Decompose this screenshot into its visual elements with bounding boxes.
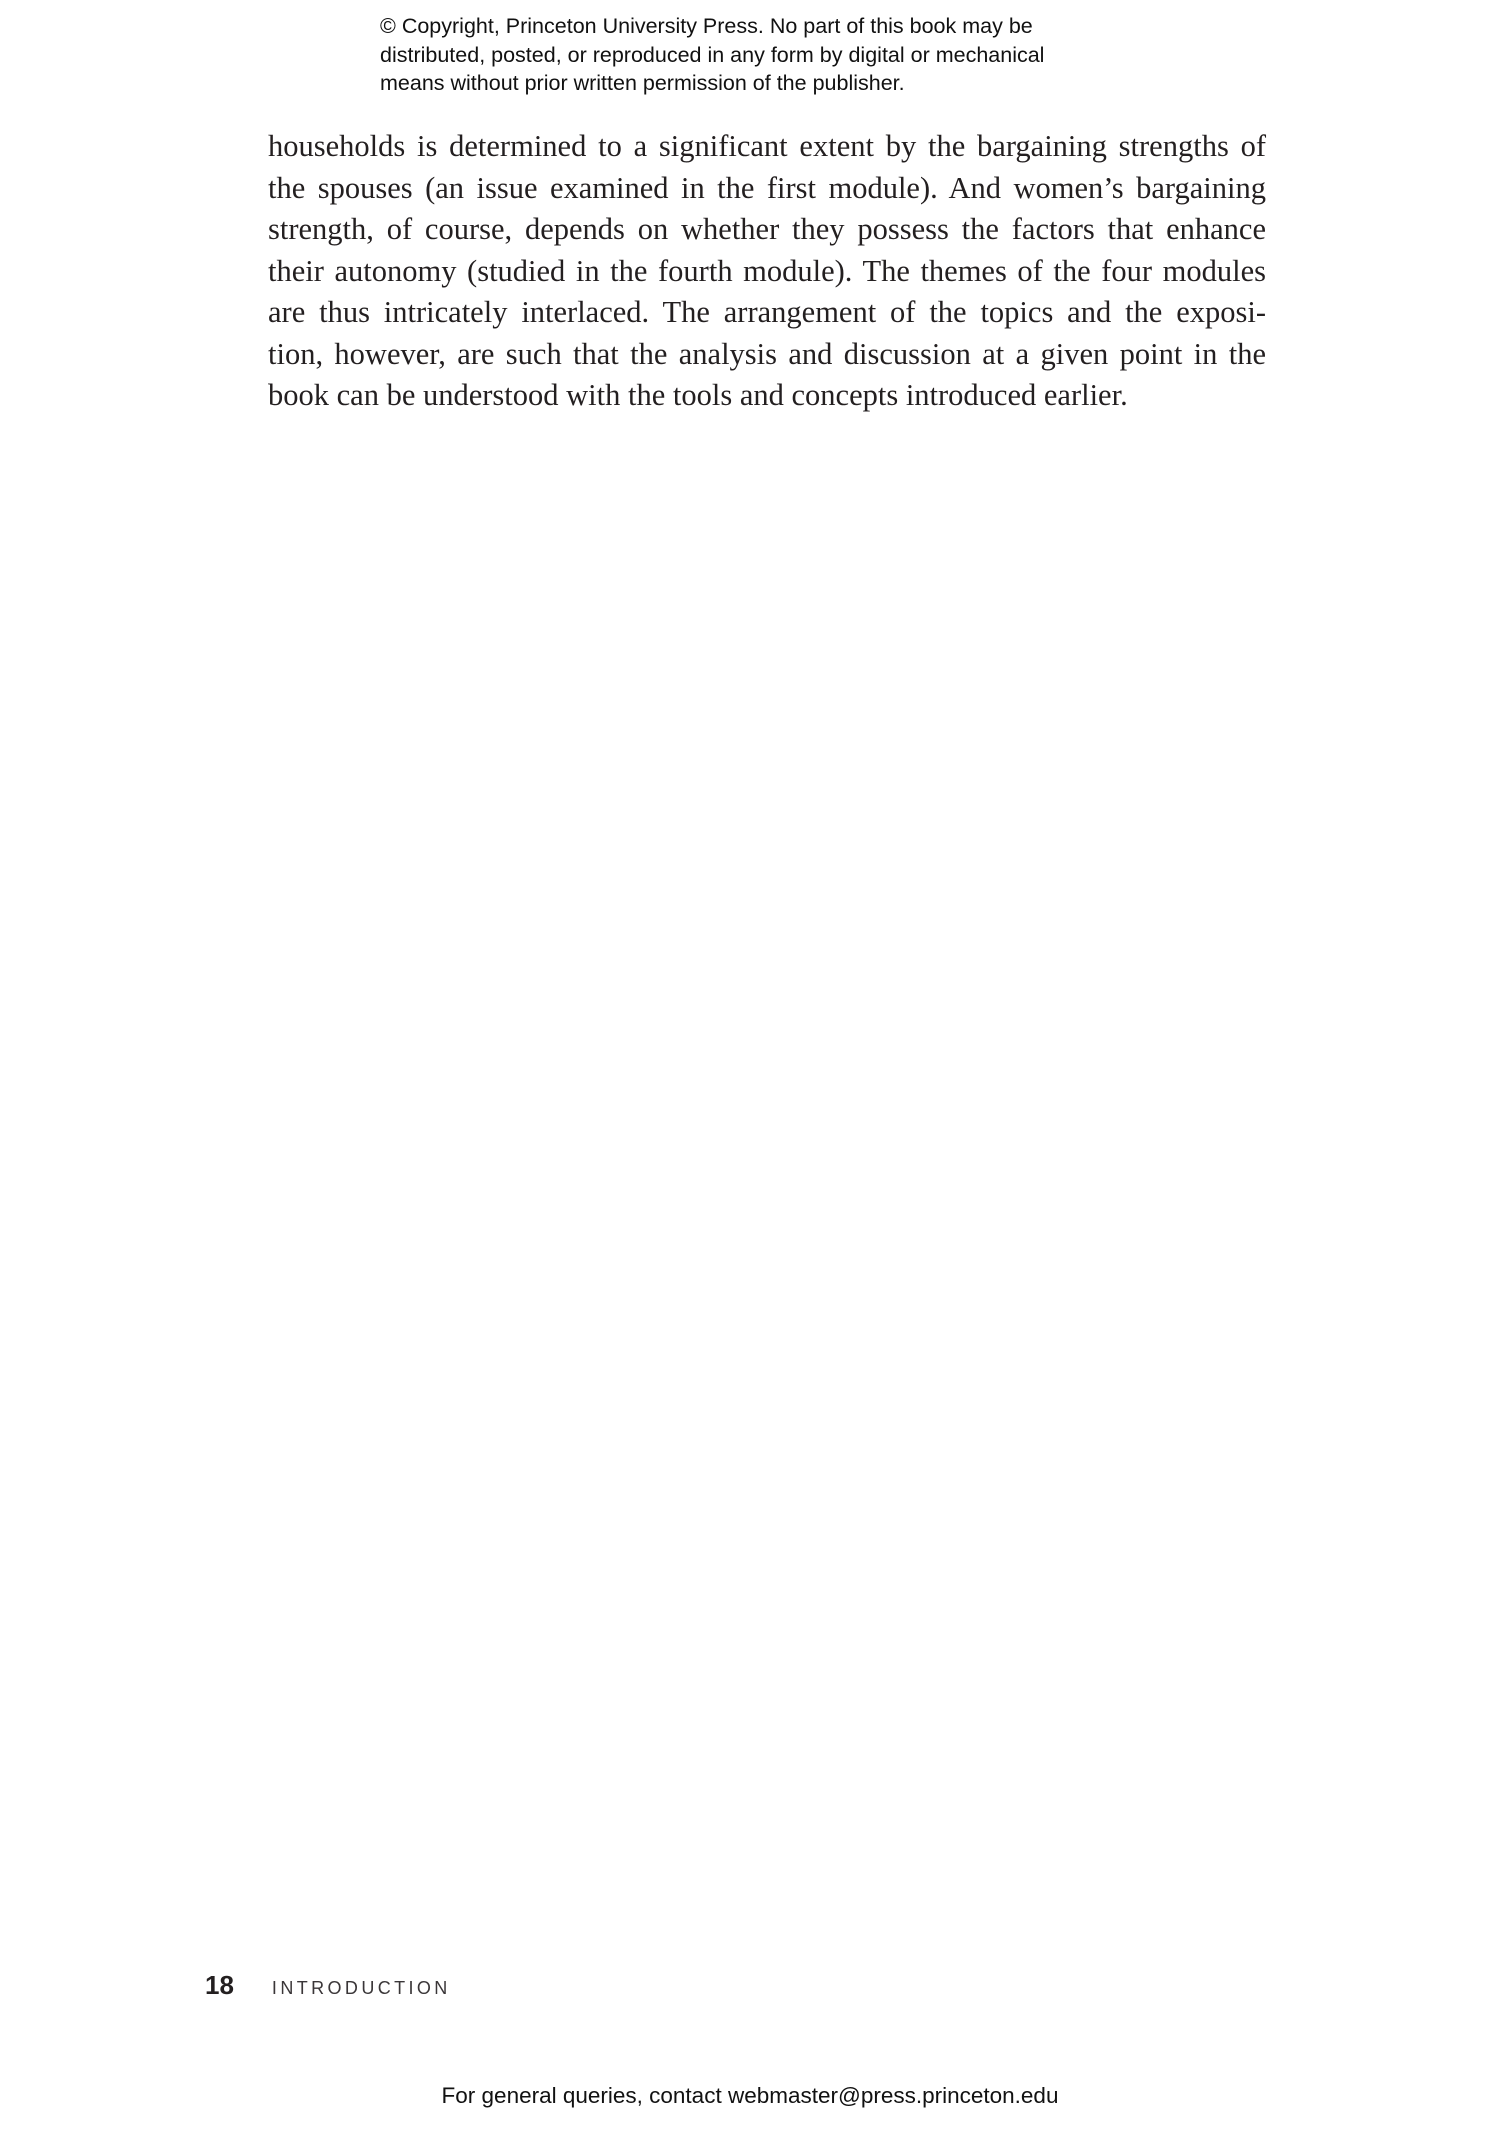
page-number: 18: [205, 1970, 234, 2000]
copyright-line: distributed, posted, or reproduced in any form by digital or mechanical: [380, 42, 1045, 67]
paragraph-line: strength, of course, depends on whether they possess the factors that enhance: [268, 212, 1266, 246]
copyright-line: © Copyright, Princeton University Press. No part of this book may be: [380, 14, 1033, 38]
contact-footer: For general queries, contact webmaster@press.princeton.edu: [441, 2083, 1059, 2108]
paragraph-line: book can be understood with the tools and concepts introduced earlier.: [268, 378, 1128, 412]
paragraph-line: tion, however, are such that the analysis and discussion at a given point in the: [268, 336, 1266, 371]
copyright-line: means without prior written permission of the publisher.: [380, 71, 905, 95]
paragraph-line: households is determined to a significant extent by the bargaining strengths of: [268, 129, 1266, 163]
body-paragraph: [268, 126, 1266, 417]
running-head: INTRODUCTION: [271, 1978, 451, 1998]
copyright-notice: [380, 12, 1140, 98]
page-footer-folio: [205, 1970, 451, 2004]
paragraph-line: are thus intricately interlaced. The arrangement of the topics and the exposi-: [268, 295, 1266, 329]
paragraph-line: their autonomy (studied in the fourth module). The themes of the four modules: [268, 253, 1266, 288]
paragraph-line: the spouses (an issue examined in the first module). And women’s bargaining: [268, 170, 1266, 205]
